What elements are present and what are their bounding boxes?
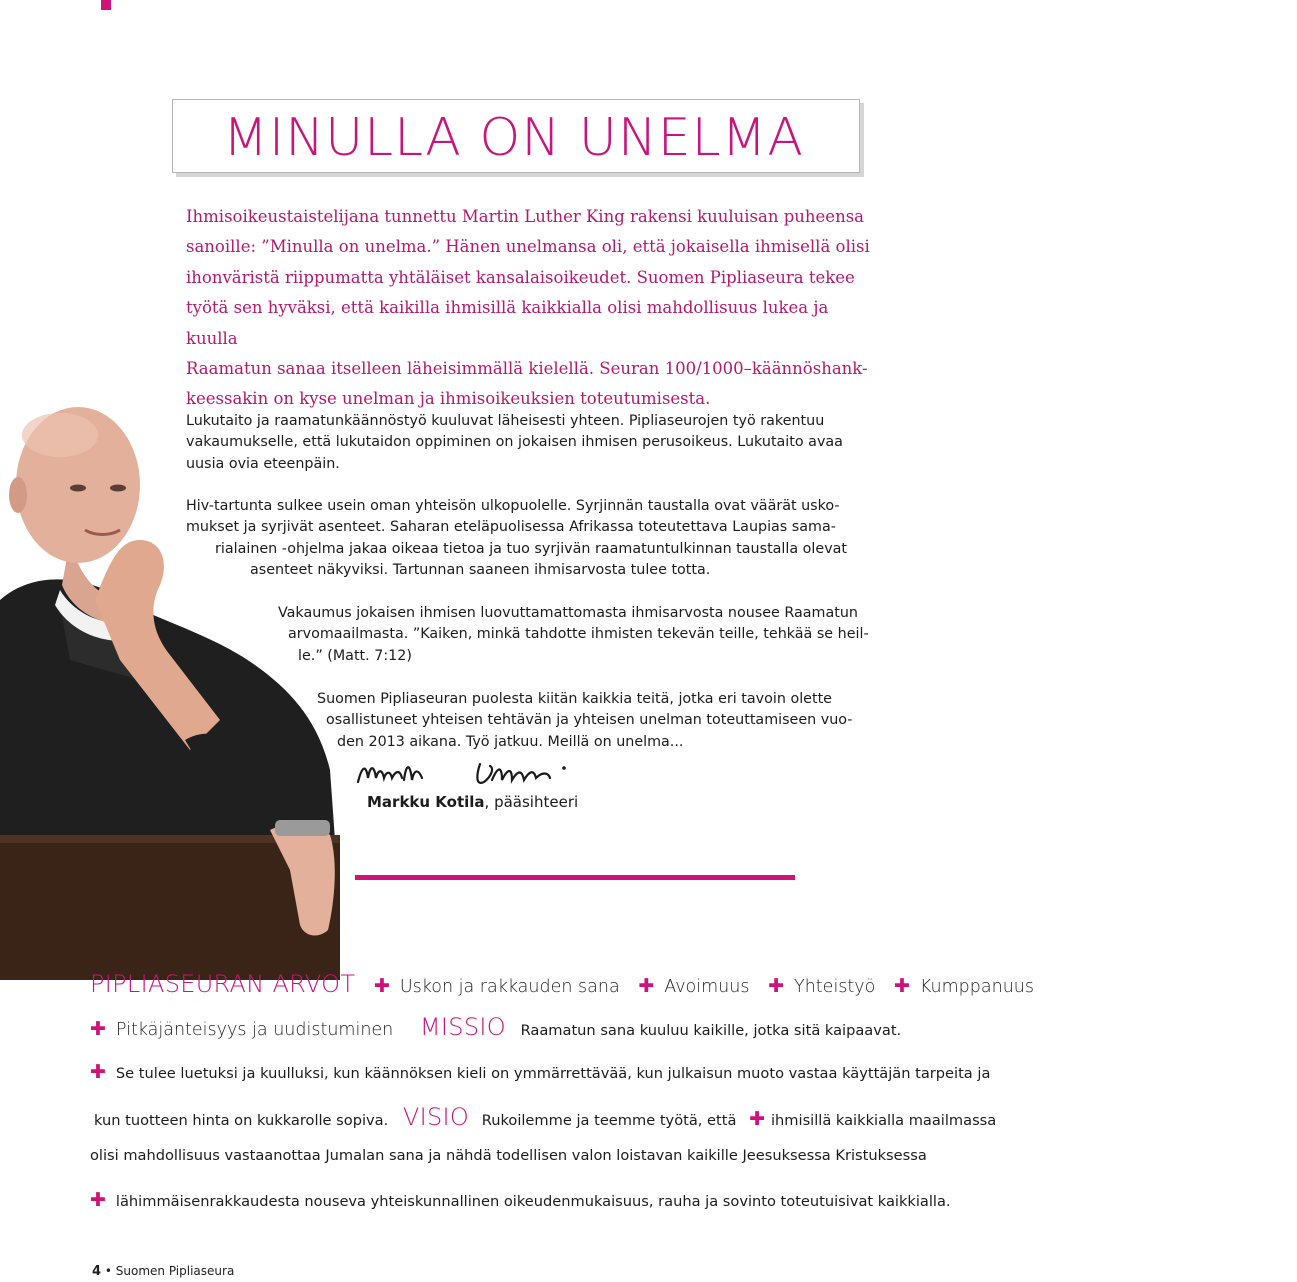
plus-icon: ✚ [90,1189,106,1211]
values-line-5 [90,1147,927,1164]
paragraph-dignity [0,603,960,667]
missio-line: kun tuotteen hinta on kukkarolle sopiva. [94,1112,389,1129]
paragraph-line: arvomaailmasta. ”Kaiken, minkä tahdotte ihmisten tekevän teille, tehkää se heil- [288,626,869,643]
portrait-photo [0,390,340,980]
page-number: 4 [92,1264,102,1279]
paragraph-line: den 2013 aikana. Työ jatkuu. Meillä on unelma... [337,733,684,750]
value-item: Uskon ja rakkauden sana [399,977,620,997]
paragraph-thanks [0,689,960,753]
paragraph-line: Vakaumus jokaisen ihmisen luovuttamattomasta ihmisarvosta nousee Raamatun [278,605,858,621]
plus-icon: ✚ [638,975,655,997]
paragraph-line: osallistuneet yhteisen tehtävän ja yhteisen unelman toteuttamiseen vuo- [326,712,853,729]
page-footer [92,1264,234,1279]
values-section [0,965,1034,1225]
value-item: Yhteistyö [794,977,876,997]
signoff [367,793,578,811]
paragraph-line: le.” (Matt. 7:12) [298,647,412,664]
handwritten-signature [352,756,582,792]
visio-line: lähimmäisenrakkaudesta nouseva yhteiskunnallinen oikeudenmukaisuus, rauha ja sovinto toteutuisivat kaikkialla. [115,1193,951,1210]
footer-bullet: • [104,1264,112,1278]
values-line-3 [90,1061,990,1083]
paragraph-line: Lukutaito ja raamatunkäännöstyö kuuluvat läheisesti yhteen. Pipliaseurojen työ rakentuu [186,413,825,429]
value-item: Pitkäjänteisyys ja uudistuminen [115,1020,394,1040]
lead-line: Ihmisoikeustaistelijana tunnettu Martin Luther King rakensi kuuluisan puheensa [186,207,864,226]
values-line-2 [90,1013,901,1041]
plus-icon: ✚ [749,1108,765,1130]
visio-line: olisi mahdollisuus vastaanottaa Jumalan sana ja nähdä todellisen valon loistavan kaikille Jeesuksessa Kristuksessa [90,1147,927,1164]
values-line-4 [94,1103,996,1131]
missio-line: Raamatun sana kuuluu kaikille, jotka sitä kaipaavat. [520,1022,902,1039]
lead-paragraph [186,202,876,415]
values-line-1 [90,970,1034,998]
arvot-heading: PIPLIASEURAN ARVOT [90,970,356,998]
title-box [172,99,860,173]
paragraph-line: uusia ovia eteenpäin. [186,455,340,472]
values-line-6 [90,1189,951,1211]
lead-line: ihonväristä riippumatta yhtäläiset kansalaisoikeudet. Suomen Pipliaseura tekee [186,267,855,287]
paragraph-hiv [0,496,960,581]
value-item: Kumppanuus [919,977,1034,997]
plus-icon: ✚ [894,975,910,997]
paragraph-line: rialainen -ohjelma jakaa oikeaa tietoa ja tuo syrjivän raamatuntulkinnan taustalla olevat [215,540,848,557]
value-item: Avoimuus [664,977,750,997]
corner-mark [101,0,111,10]
paragraph-line: asenteet näkyviksi. Tartunnan saaneen ihmisarvosta tulee totta. [250,561,711,578]
footer-publisher: Suomen Pipliaseura [115,1264,235,1278]
lead-line: työtä sen hyväksi, että kaikilla ihmisillä kaikkialla olisi mahdollisuus lukea ja kuulla [186,298,829,348]
visio-heading: VISIO [402,1103,470,1131]
visio-line: ihmisillä kaikkialla maailmassa [771,1112,997,1129]
lead-line: Raamatun sanaa itselleen läheisimmällä kielellä. Seuran 100/1000–käännöshank- [186,359,868,379]
paragraph-line: Suomen Pipliaseuran puolesta kiitän kaikkia teitä, jotka eri tavoin olette [317,691,832,707]
paragraph-literacy [186,411,843,475]
paragraph-line: mukset ja syrjivät asenteet. Saharan eteläpuolisessa Afrikassa toteutettava Laupias sama- [186,519,836,536]
plus-icon: ✚ [373,975,390,997]
plus-icon: ✚ [90,1018,106,1040]
paragraph-line: vakaumukselle, että lukutaidon oppiminen on jokaisen ihmisen perusoikeus. Lukutaito avaa [186,434,843,451]
visio-line: Rukoilemme ja teemme työtä, että [481,1112,737,1129]
missio-heading: MISSIO [419,1013,506,1041]
signoff-name: Markku Kotila [367,793,485,811]
page-title: MINULLA ON UNELMA [223,108,804,168]
pink-rule [355,875,795,880]
plus-icon: ✚ [768,975,785,997]
lead-line: sanoille: ”Minulla on unelma.” Hänen unelmansa oli, että jokaisella ihmisellä olisi [186,237,870,257]
missio-line: Se tulee luetuksi ja kuulluksi, kun käännöksen kieli on ymmärrettävää, kun julkaisun muoto vastaa käyttäjän tarpeita ja [115,1065,991,1082]
paragraph-line: Hiv-tartunta sulkee usein oman yhteisön ulkopuolelle. Syrjinnän taustalla ovat väärät usko- [186,498,840,514]
plus-icon: ✚ [90,1061,106,1083]
lead-line: keessakin on kyse unelman ja ihmisoikeuksien toteutumisesta. [186,389,711,409]
signoff-role: , pääsihteeri [484,793,579,811]
